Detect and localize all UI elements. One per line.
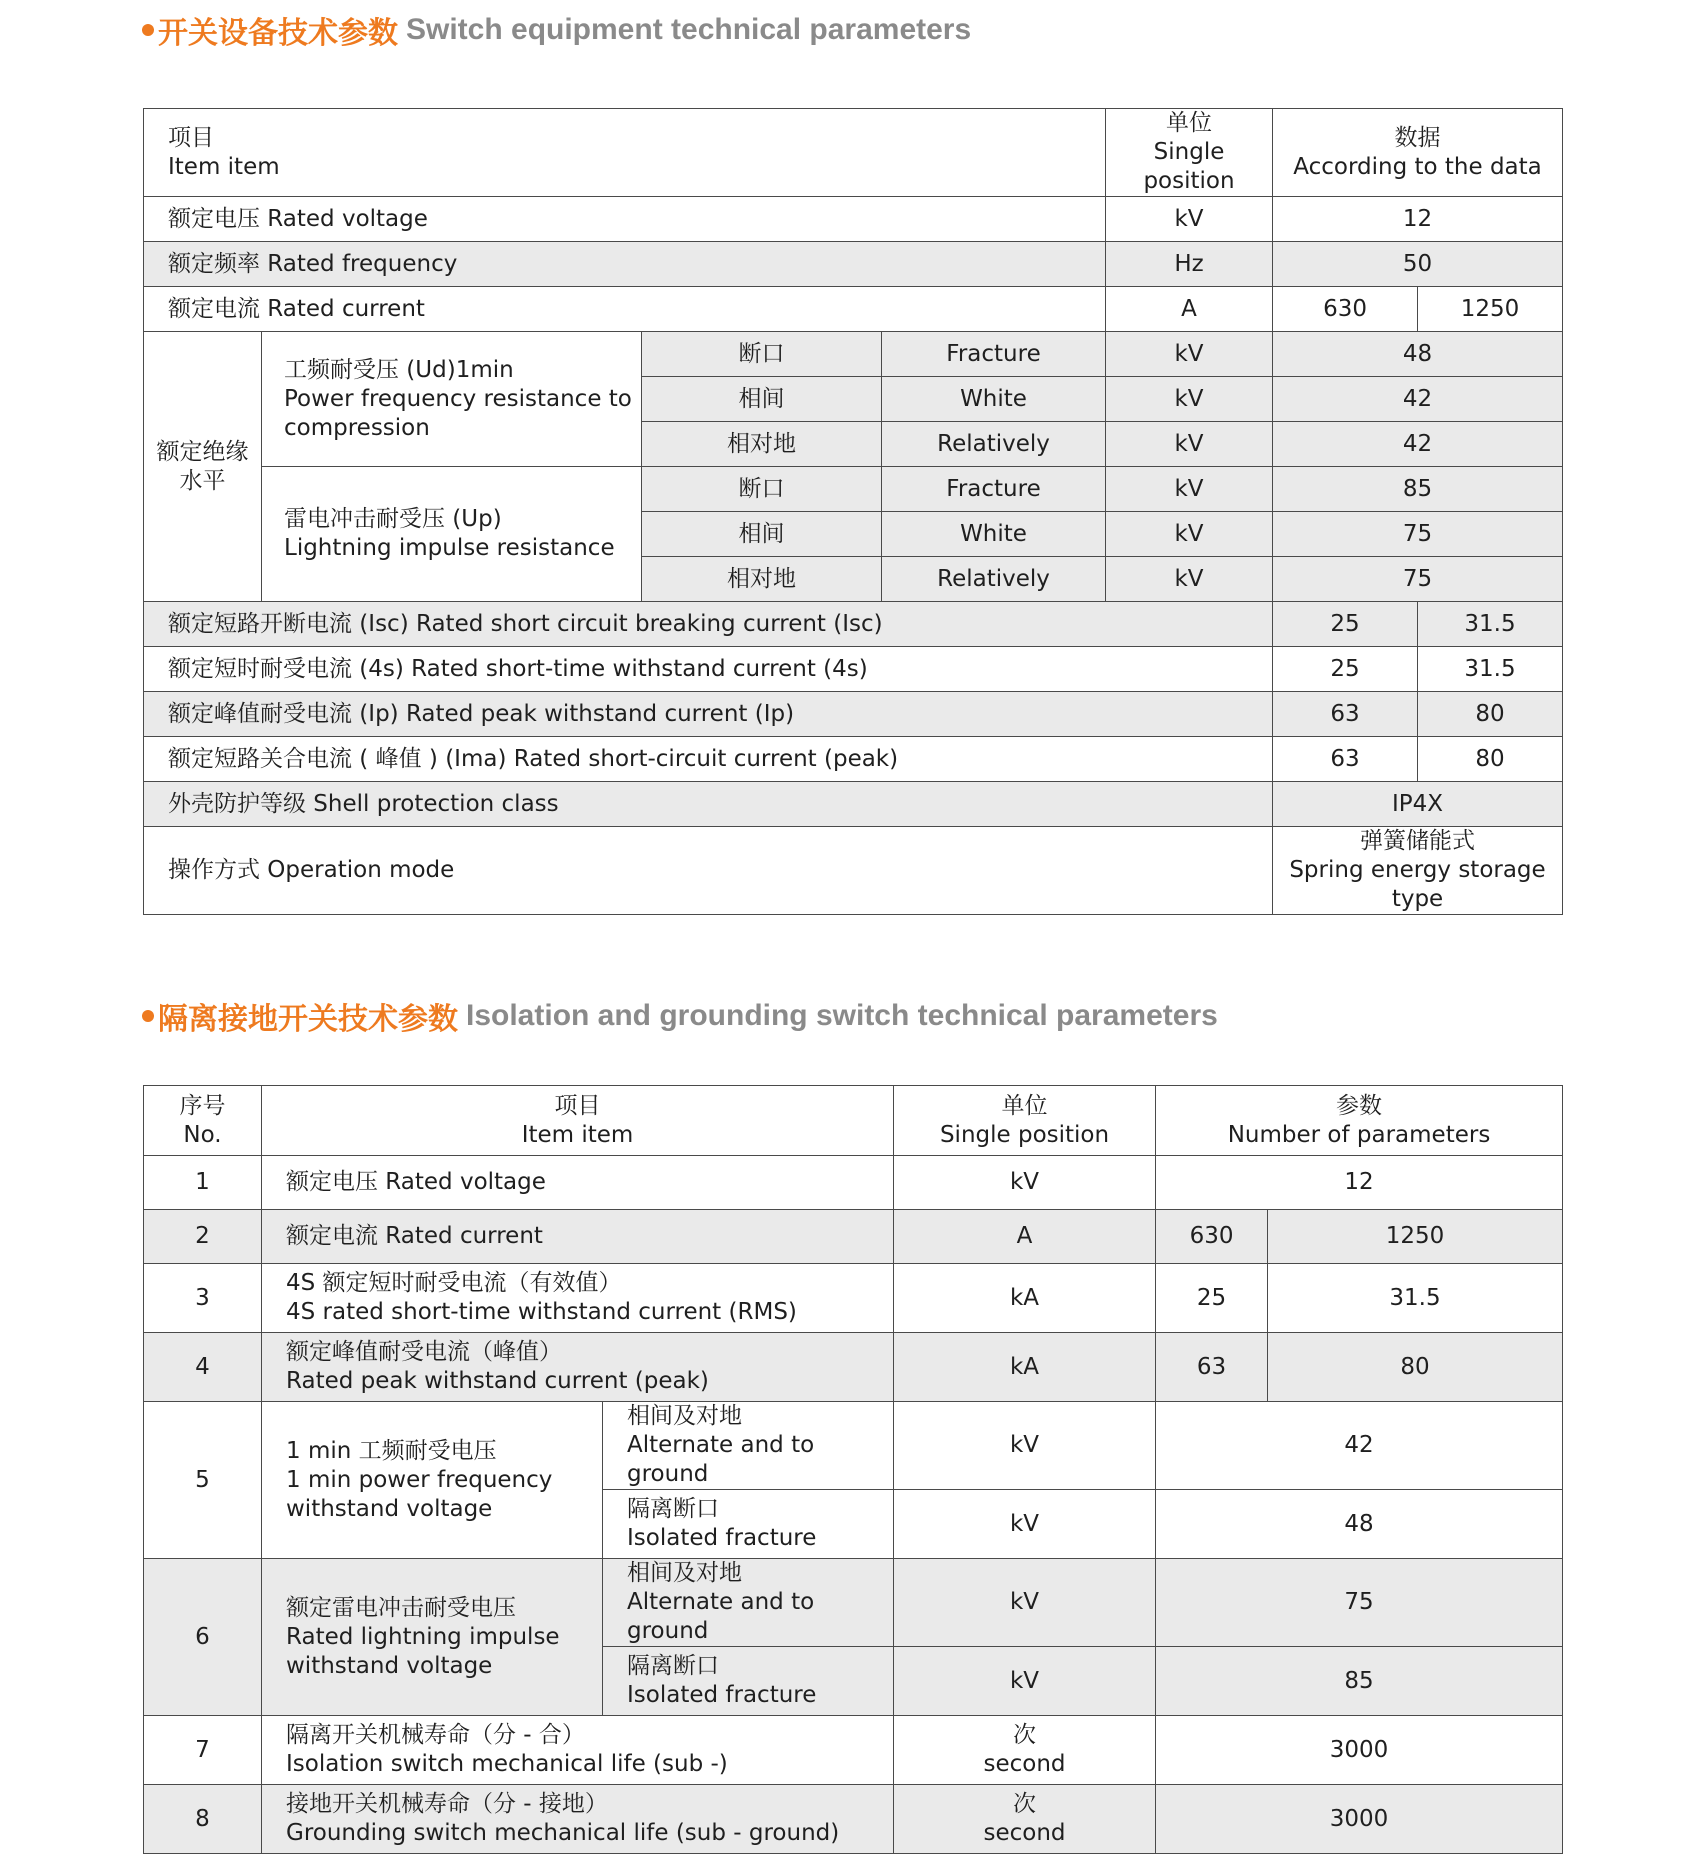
header-item: 项目 Item item bbox=[144, 109, 1106, 197]
row-label: 额定峰值耐受电流 (Ip) Rated peak withstand current (Ip) bbox=[144, 692, 1273, 737]
table-row bbox=[144, 1264, 1563, 1333]
row-no: 8 bbox=[144, 1785, 262, 1854]
table-row bbox=[144, 692, 1563, 737]
row-unit: kV bbox=[1106, 422, 1273, 467]
row-unit: kV bbox=[1106, 467, 1273, 512]
row-value: 42 bbox=[1273, 422, 1563, 467]
sub-label-en: Relatively bbox=[882, 422, 1106, 467]
row-value-2: 1250 bbox=[1268, 1210, 1563, 1264]
row-label: 额定电压 Rated voltage bbox=[262, 1156, 894, 1210]
row-unit: Hz bbox=[1106, 242, 1273, 287]
section-title-en: Switch equipment technical parameters bbox=[406, 13, 972, 46]
row-value-2: 31.5 bbox=[1418, 647, 1563, 692]
table-row bbox=[144, 242, 1563, 287]
row-value: IP4X bbox=[1273, 782, 1563, 827]
row-no: 5 bbox=[144, 1402, 262, 1559]
row-value: 75 bbox=[1156, 1559, 1563, 1647]
isolation-grounding-table bbox=[143, 1085, 1563, 1854]
row-label: 4S 额定短时耐受电流（有效值） 4S rated short-time withstand current (RMS) bbox=[262, 1264, 894, 1333]
sub-label-cn: 相对地 bbox=[642, 557, 882, 602]
header-params: 参数 Number of parameters bbox=[1156, 1086, 1563, 1156]
row-unit: kV bbox=[894, 1559, 1156, 1647]
sub-label-en: Relatively bbox=[882, 557, 1106, 602]
row-value: 12 bbox=[1156, 1156, 1563, 1210]
sub-label-en: White bbox=[882, 377, 1106, 422]
row-unit: kA bbox=[894, 1333, 1156, 1402]
sub-label-cn: 断口 bbox=[642, 332, 882, 377]
row-label: 额定频率 Rated frequency bbox=[144, 242, 1106, 287]
table-row bbox=[144, 332, 1563, 377]
table-row bbox=[144, 467, 1563, 512]
row-unit: kV bbox=[1106, 332, 1273, 377]
row-no: 4 bbox=[144, 1333, 262, 1402]
row-value: 75 bbox=[1273, 512, 1563, 557]
row-value-1: 25 bbox=[1156, 1264, 1268, 1333]
row-value-2: 80 bbox=[1418, 692, 1563, 737]
row-label: 额定雷电冲击耐受电压 Rated lightning impulse withstand voltage bbox=[262, 1559, 603, 1716]
table-row bbox=[144, 647, 1563, 692]
row-value: 弹簧储能式 Spring energy storage type bbox=[1273, 827, 1563, 915]
table-row bbox=[144, 1716, 1563, 1785]
row-value: 3000 bbox=[1156, 1716, 1563, 1785]
row-value: 42 bbox=[1156, 1402, 1563, 1490]
sub-label-cn: 断口 bbox=[642, 467, 882, 512]
header-no: 序号 No. bbox=[144, 1086, 262, 1156]
row-label: 额定电流 Rated current bbox=[262, 1210, 894, 1264]
row-no: 1 bbox=[144, 1156, 262, 1210]
row-unit: 次 second bbox=[894, 1785, 1156, 1854]
row-value: 85 bbox=[1156, 1647, 1563, 1716]
row-unit: kV bbox=[894, 1156, 1156, 1210]
row-value-1: 25 bbox=[1273, 602, 1418, 647]
sub-label: 隔离断口 Isolated fracture bbox=[603, 1490, 894, 1559]
sub-label: 相间及对地 Alternate and to ground bbox=[603, 1559, 894, 1647]
row-label: 操作方式 Operation mode bbox=[144, 827, 1273, 915]
row-label: 隔离开关机械寿命（分 - 合） Isolation switch mechanical life (sub -) bbox=[262, 1716, 894, 1785]
row-label: 额定短路关合电流 ( 峰值 ) (Ima) Rated short-circuit current (peak) bbox=[144, 737, 1273, 782]
header-item: 项目 Item item bbox=[262, 1086, 894, 1156]
row-value: 12 bbox=[1273, 197, 1563, 242]
row-value: 75 bbox=[1273, 557, 1563, 602]
row-value-2: 31.5 bbox=[1418, 602, 1563, 647]
row-value: 48 bbox=[1273, 332, 1563, 377]
table-row bbox=[144, 782, 1563, 827]
row-unit: kV bbox=[894, 1647, 1156, 1716]
header-unit: 单位 Single position bbox=[1106, 109, 1273, 197]
row-value: 50 bbox=[1273, 242, 1563, 287]
sub-label: 相间及对地 Alternate and to ground bbox=[603, 1402, 894, 1490]
row-no: 6 bbox=[144, 1559, 262, 1716]
row-unit: A bbox=[1106, 287, 1273, 332]
sub-label-cn: 相间 bbox=[642, 377, 882, 422]
sub-label-en: Fracture bbox=[882, 332, 1106, 377]
table-row bbox=[144, 197, 1563, 242]
sub-label-en: White bbox=[882, 512, 1106, 557]
section-title-isolation-grounding bbox=[142, 996, 1218, 1036]
section-title-cn: 隔离接地开关技术参数 bbox=[158, 1002, 458, 1037]
bullet-icon bbox=[142, 1010, 154, 1022]
insulation-label: 额定绝缘 水平 bbox=[144, 332, 262, 602]
row-label: 额定峰值耐受电流（峰值） Rated peak withstand current (peak) bbox=[262, 1333, 894, 1402]
section-title-cn: 开关设备技术参数 bbox=[158, 16, 398, 51]
row-no: 7 bbox=[144, 1716, 262, 1785]
table-row bbox=[144, 602, 1563, 647]
row-value: 48 bbox=[1156, 1490, 1563, 1559]
row-unit: kV bbox=[1106, 557, 1273, 602]
row-value: 3000 bbox=[1156, 1785, 1563, 1854]
row-value: 42 bbox=[1273, 377, 1563, 422]
table-row bbox=[144, 1156, 1563, 1210]
row-value: 85 bbox=[1273, 467, 1563, 512]
table-header-row bbox=[144, 109, 1563, 197]
table-header-row bbox=[144, 1086, 1563, 1156]
section-title-switch-equipment bbox=[142, 10, 971, 50]
table-row bbox=[144, 1559, 1563, 1647]
table-row bbox=[144, 827, 1563, 915]
row-no: 2 bbox=[144, 1210, 262, 1264]
section-title-en: Isolation and grounding switch technical parameters bbox=[466, 999, 1218, 1032]
sub-label-cn: 相对地 bbox=[642, 422, 882, 467]
switch-equipment-table bbox=[143, 108, 1563, 915]
row-unit: A bbox=[894, 1210, 1156, 1264]
row-unit: kV bbox=[1106, 377, 1273, 422]
row-unit: kA bbox=[894, 1264, 1156, 1333]
row-unit: kV bbox=[1106, 197, 1273, 242]
row-unit: 次 second bbox=[894, 1716, 1156, 1785]
sub-label-en: Fracture bbox=[882, 467, 1106, 512]
row-value-2: 80 bbox=[1418, 737, 1563, 782]
row-label: 额定电压 Rated voltage bbox=[144, 197, 1106, 242]
table-row bbox=[144, 1210, 1563, 1264]
row-value-1: 25 bbox=[1273, 647, 1418, 692]
table-row bbox=[144, 1785, 1563, 1854]
table-row bbox=[144, 737, 1563, 782]
row-label: 额定短时耐受电流 (4s) Rated short-time withstand current (4s) bbox=[144, 647, 1273, 692]
row-label: 额定短路开断电流 (Isc) Rated short circuit breaking current (Isc) bbox=[144, 602, 1273, 647]
row-value-2: 1250 bbox=[1418, 287, 1563, 332]
power-frequency-label: 工频耐受压 (Ud)1min Power frequency resistance to compression bbox=[262, 332, 642, 467]
row-unit: kV bbox=[894, 1490, 1156, 1559]
row-label: 1 min 工频耐受电压 1 min power frequency withstand voltage bbox=[262, 1402, 603, 1559]
sub-label: 隔离断口 Isolated fracture bbox=[603, 1647, 894, 1716]
row-value-1: 63 bbox=[1156, 1333, 1268, 1402]
row-label: 接地开关机械寿命（分 - 接地） Grounding switch mechanical life (sub - ground) bbox=[262, 1785, 894, 1854]
row-value-1: 630 bbox=[1273, 287, 1418, 332]
row-value-1: 63 bbox=[1273, 737, 1418, 782]
row-no: 3 bbox=[144, 1264, 262, 1333]
lightning-impulse-label: 雷电冲击耐受压 (Up) Lightning impulse resistance bbox=[262, 467, 642, 602]
header-unit: 单位 Single position bbox=[894, 1086, 1156, 1156]
table-row bbox=[144, 287, 1563, 332]
row-value-2: 80 bbox=[1268, 1333, 1563, 1402]
row-value-1: 630 bbox=[1156, 1210, 1268, 1264]
row-value-2: 31.5 bbox=[1268, 1264, 1563, 1333]
bullet-icon bbox=[142, 24, 154, 36]
table-row bbox=[144, 1333, 1563, 1402]
row-label: 外壳防护等级 Shell protection class bbox=[144, 782, 1273, 827]
row-label: 额定电流 Rated current bbox=[144, 287, 1106, 332]
row-unit: kV bbox=[894, 1402, 1156, 1490]
row-value-1: 63 bbox=[1273, 692, 1418, 737]
row-unit: kV bbox=[1106, 512, 1273, 557]
sub-label-cn: 相间 bbox=[642, 512, 882, 557]
table-row bbox=[144, 1402, 1563, 1490]
header-data: 数据 According to the data bbox=[1273, 109, 1563, 197]
